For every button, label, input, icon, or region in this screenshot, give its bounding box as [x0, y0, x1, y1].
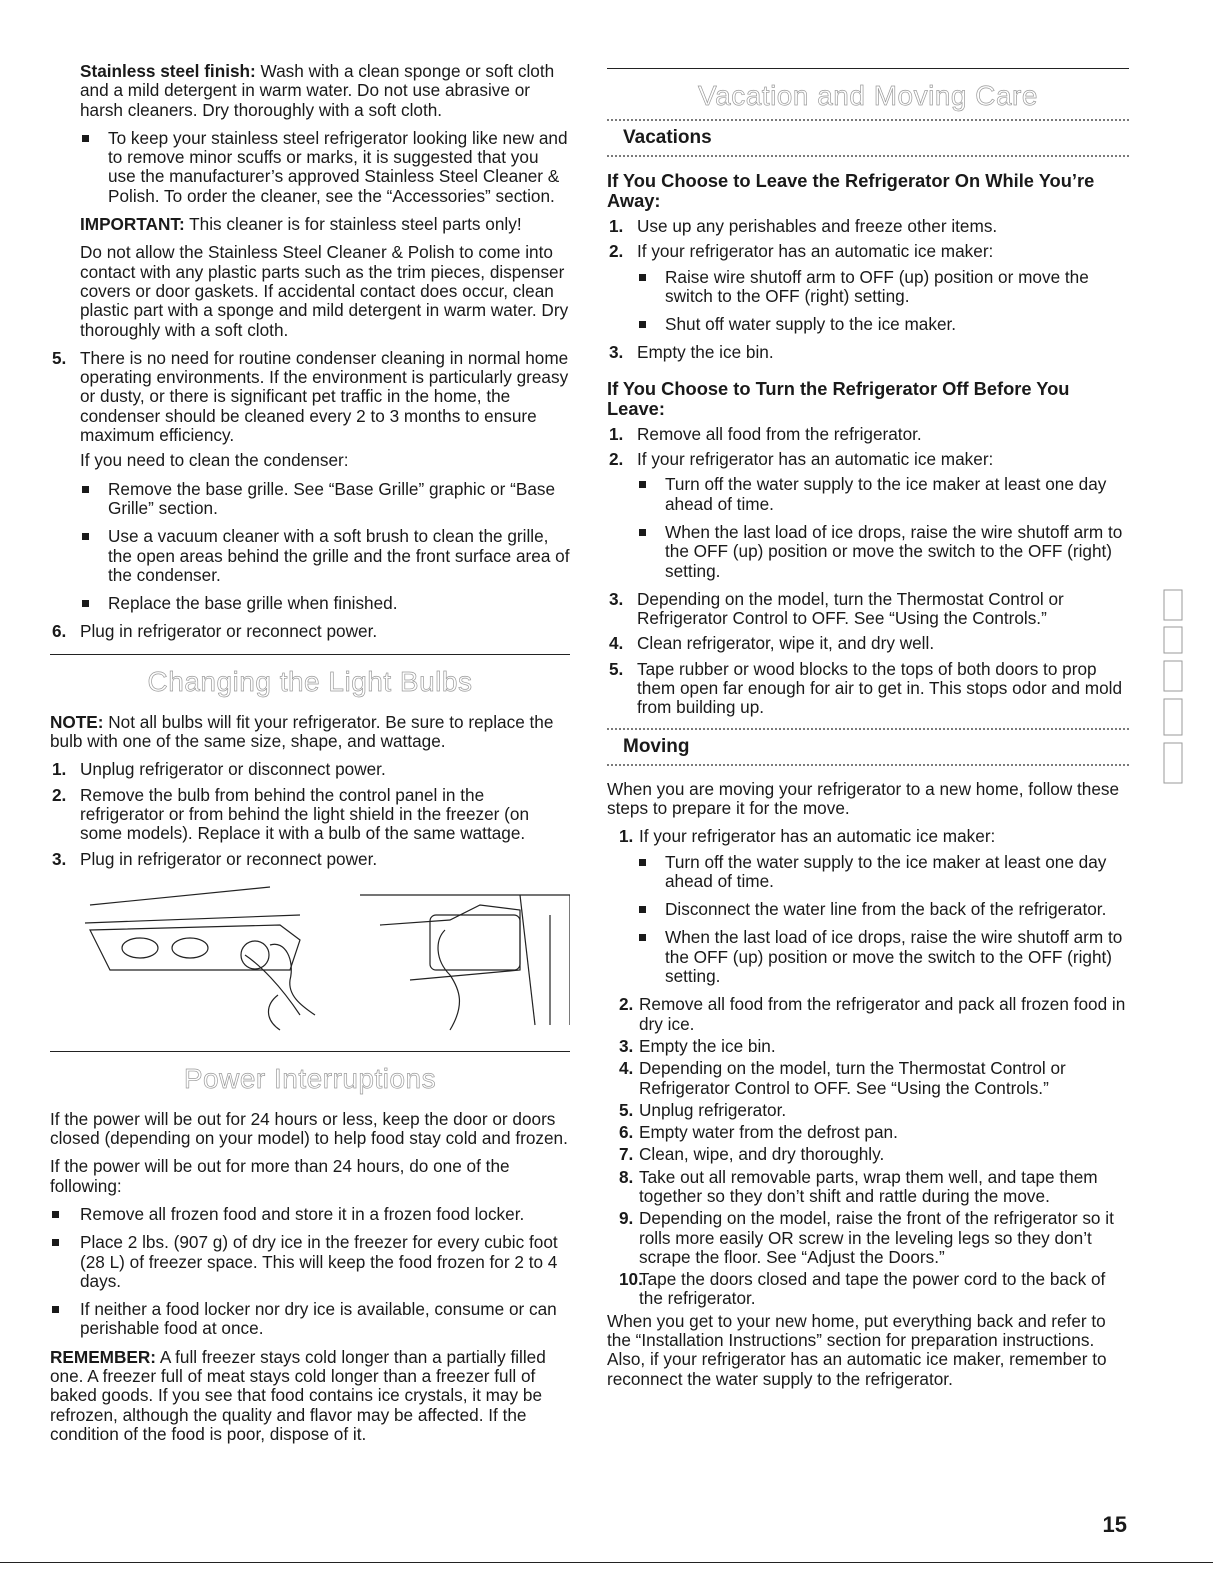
stainless-bullet: To keep your stainless steel refrigerator looking like new and to remove minor scuffs or marks, it is suggested that you use the manufacturer’s approved Stainless Steel Cleaner & Polish. To order the cleaner, see the “Accessories” section. [50, 129, 570, 206]
bullet-square-icon [82, 533, 89, 540]
section-divider [50, 654, 570, 655]
vacations-heading: Vacations [623, 127, 712, 148]
condenser-bullet: Remove the base grille. See “Base Grille” graphic or “Base Grille” section. [50, 480, 570, 519]
left-column [50, 0, 570, 1453]
moving-step: 4. Depending on the model, turn the Thermostat Control or Refrigerator Control to OFF. See “Using the Controls.” [619, 1058, 1066, 1098]
bulb-replacement-drawing [50, 885, 570, 1035]
bullet-square-icon [639, 859, 646, 866]
vacation-step: 1. Remove all food from the refrigerator. [609, 423, 922, 444]
power-bullet: If neither a food locker nor dry ice is available, consume or can perishable food at once. [50, 1300, 570, 1339]
step-5: 5. There is no need for routine condenser cleaning in normal home operating environments. If the environment is particularly greasy or dusty, or there is significant pet traffic in the home, the condenser should be cleaned every 2 to 3 months to ensure maximum efficiency. [52, 347, 569, 446]
bullet-square-icon [639, 321, 646, 328]
moving-intro: When you are moving your refrigerator to a new home, follow these steps to prepare it for the move. [607, 778, 1120, 818]
remember-paragraph: REMEMBER: A full freezer stays cold longer than a partially filled one. A freezer full of meat stays cold longer than a freezer full of baked goods. If you see that food contains ice crystals, it may be refrozen, although the quality and flavor may be affected. If the condition of the food is poor, dispose of it. [50, 1346, 546, 1444]
vacation-step: 3. Empty the ice bin. [609, 342, 774, 363]
vacation-moving-title: Vacation and Moving Care [698, 80, 1038, 111]
bullet-square-icon [82, 135, 89, 142]
bulb-step: 3. Plug in refrigerator or reconnect power. [52, 848, 378, 869]
dotted-rule [607, 119, 1129, 121]
vacation-bullet: Raise wire shutoff arm to OFF (up) position or move the switch to the OFF (right) setting. [607, 268, 1129, 307]
condenser-intro: If you need to clean the condenser: [80, 450, 349, 471]
contact-warning: Do not allow the Stainless Steel Cleaner & Polish to come into contact with any plastic parts such as the trim pieces, dispenser covers or door gaskets. If accidental contact does occur, clean plastic part with a sponge and mild detergent in warm water. Dry thoroughly with a soft cloth. [80, 242, 569, 340]
side-tab-marker [1150, 585, 1196, 790]
vacation-step: 4. Clean refrigerator, wipe it, and dry well. [609, 633, 935, 654]
stainless-section [50, 0, 570, 120]
page-number: 15 [1102, 1512, 1127, 1537]
bullet-square-icon [82, 486, 89, 493]
vacation-step: 2. If your refrigerator has an automatic ice maker: [609, 449, 994, 470]
moving-step: 1. If your refrigerator has an automatic ice maker: [619, 826, 996, 847]
light-bulbs-title: Changing the Light Bulbs [147, 665, 473, 697]
vacation-step: 1. Use up any perishables and freeze other items. [609, 216, 998, 236]
section-divider [50, 1051, 570, 1052]
moving-step: 2. Remove all food from the refrigerator and pack all frozen food in dry ice. [619, 994, 1126, 1034]
vacation-bullet: When the last load of ice drops, raise the wire shutoff arm to the OFF (up) position or move the switch to the OFF (right) setting. [607, 523, 1129, 581]
bullet-square-icon [639, 481, 646, 488]
moving-step: 5. Unplug refrigerator. [619, 1099, 787, 1120]
moving-step: 8. Take out all removable parts, wrap them well, and tape them together so they don’t shift and rattle during the move. [619, 1166, 1098, 1206]
bulb-step: 2. Remove the bulb from behind the control panel in the refrigerator or from behind the light shield in the freezer (on some models). Replace it with a bulb of the same wattage. [52, 784, 530, 844]
power-bullet: Place 2 lbs. (907 g) of dry ice in the freezer for every cubic foot (28 L) of freezer space. This will keep the food frozen for 2 to 4 days. [50, 1233, 570, 1291]
power-bullet: Remove all frozen food and store it in a frozen food locker. [50, 1205, 570, 1224]
section-divider [607, 68, 1129, 69]
moving-closing: When you get to your new home, put everything back and refer to the “Installation Instructions” section for preparation instructions. Also, if your refrigerator has an automatic ice maker, remember to reconnect the water supply to the refrigerator. [607, 1310, 1107, 1389]
moving-step: 9. Depending on the model, raise the front of the refrigerator so it rolls more easily OR screw in the leveling legs so they don’t scrape the floor. See “Adjust the Doors.” [619, 1208, 1114, 1267]
dotted-rule [607, 728, 1129, 730]
bullet-square-icon [52, 1306, 59, 1313]
bulb-step: 1. Unplug refrigerator or disconnect power. [52, 759, 386, 780]
moving-step: 7. Clean, wipe, and dry thoroughly. [619, 1144, 885, 1165]
turn-off-heading: If You Choose to Turn the Refrigerator Off Before You Leave: [607, 377, 1070, 419]
stainless-paragraph: Stainless steel finish: Wash with a clean sponge or soft cloth and a mild detergent in warm water. Do not use abrasive or harsh cleaners. Dry thoroughly with a soft cloth. [80, 61, 555, 120]
moving-bullet: When the last load of ice drops, raise the wire shutoff arm to the OFF (up) position or move the switch to the OFF (right) setting. [607, 928, 1129, 986]
moving-heading: Moving [623, 735, 690, 757]
dotted-rule [607, 155, 1129, 157]
footer-rule [0, 1562, 1213, 1563]
condenser-bullet: Replace the base grille when finished. [50, 594, 570, 613]
important-note: IMPORTANT: This cleaner is for stainless steel parts only! [80, 214, 522, 235]
moving-bullet: Turn off the water supply to the ice maker at least one day ahead of time. [607, 853, 1129, 892]
power-paragraph: If the power will be out for 24 hours or less, keep the door or doors closed (depending on your model) to help food stay cold and frozen. [50, 1108, 568, 1149]
bullet-square-icon [52, 1211, 59, 1218]
condenser-bullet: Use a vacuum cleaner with a soft brush to clean the grille, the open areas behind the grille and the front surface area of the condenser. [50, 527, 570, 585]
bullet-square-icon [52, 1239, 59, 1246]
light-bulb-illustration [50, 885, 570, 1035]
power-paragraph: If the power will be out for more than 24 hours, do one of the following: [50, 1156, 510, 1196]
bullet-square-icon [82, 600, 89, 607]
bulbs-note: NOTE: Not all bulbs will fit your refrigerator. Be sure to replace the bulb with one of the same size, shape, and wattage. [50, 711, 554, 752]
vacation-bullet: Turn off the water supply to the ice maker at least one day ahead of time. [607, 475, 1129, 514]
leave-on-heading: If You Choose to Leave the Refrigerator On While You’re Away: [607, 170, 1095, 211]
vacation-step: 5. Tape rubber or wood blocks to the tops of both doors to prop them open far enough for air to get in. This stops odor and mold from building up. [609, 658, 1123, 718]
bullet-square-icon [639, 274, 646, 281]
step-6: 6. Plug in refrigerator or reconnect power. [52, 621, 378, 642]
moving-step: 6. Empty water from the defrost pan. [619, 1122, 898, 1143]
power-interruptions-title: Power Interruptions [183, 1062, 437, 1094]
bullet-square-icon [639, 906, 646, 913]
vacation-step: 3. Depending on the model, turn the Thermostat Control or Refrigerator Control to OFF. See “Using the Controls.” [609, 588, 1064, 629]
vacation-bullet: Shut off water supply to the ice maker. [607, 315, 1129, 334]
right-column [607, 0, 1129, 1398]
vacation-step: 2. If your refrigerator has an automatic ice maker: [609, 241, 994, 262]
bullet-square-icon [639, 934, 646, 941]
moving-step: 10. Tape the doors closed and tape the power cord to the back of the refrigerator. [619, 1269, 1106, 1309]
moving-step: 3. Empty the ice bin. [619, 1035, 776, 1056]
side-tab-pattern [1150, 585, 1196, 790]
dotted-rule [607, 764, 1129, 766]
moving-bullet: Disconnect the water line from the back of the refrigerator. [607, 900, 1129, 919]
bullet-square-icon [639, 529, 646, 536]
